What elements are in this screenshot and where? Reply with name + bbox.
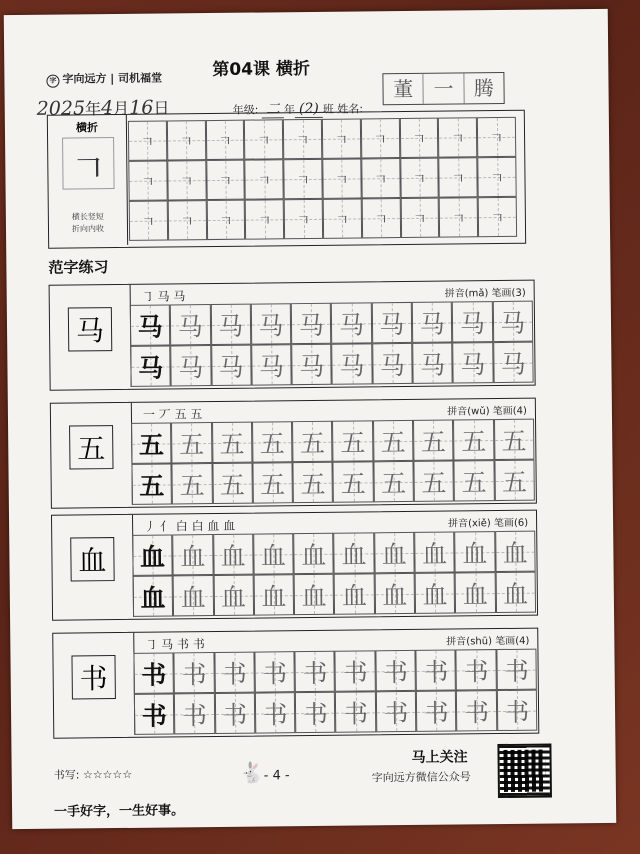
practice-cell[interactable] — [210, 304, 251, 345]
stroke-trace: 𠃍 — [257, 173, 271, 190]
practice-char: 书 — [141, 701, 167, 731]
practice-cell[interactable] — [213, 575, 254, 616]
practice-char: 书 — [222, 700, 248, 730]
practice-char: 血 — [382, 580, 408, 610]
pinyin: 拼音(wǔ) — [447, 406, 490, 418]
stroke-tips — [49, 211, 127, 236]
qr-code-icon[interactable] — [497, 743, 552, 798]
practice-cell[interactable] — [174, 652, 215, 693]
practice-char: 马 — [178, 352, 204, 382]
stroke-cell[interactable] — [322, 158, 361, 198]
practice-cell[interactable] — [415, 572, 456, 613]
practice-cell[interactable] — [131, 422, 172, 463]
practice-char: 书 — [423, 698, 449, 728]
practice-cell[interactable] — [173, 575, 214, 616]
practice-cell[interactable] — [332, 343, 373, 384]
stroke-cell[interactable] — [478, 197, 517, 237]
stroke-trace: 𠃍 — [257, 133, 271, 150]
stroke-trace: 𠃍 — [452, 211, 466, 227]
practice-char: 书 — [302, 658, 328, 688]
stroke-cell[interactable] — [205, 120, 244, 160]
stroke-cell[interactable] — [245, 159, 284, 199]
stroke-cell[interactable] — [399, 118, 438, 158]
practice-char: 五 — [219, 429, 245, 459]
brand — [46, 70, 162, 88]
practice-char: 五 — [421, 468, 447, 498]
practice-cell[interactable] — [174, 693, 215, 734]
grade-value[interactable]: 二 — [262, 101, 284, 118]
practice-char: 血 — [341, 580, 368, 611]
follow-label: 马上关注 — [411, 749, 468, 766]
class-label: 班 姓名: — [322, 102, 364, 116]
char-block — [51, 510, 538, 621]
practice-char: 五 — [219, 470, 246, 500]
stroke-cell[interactable] — [245, 199, 284, 239]
practice-cell[interactable] — [293, 533, 334, 574]
practice-cell[interactable] — [251, 303, 292, 344]
practice-cell[interactable] — [172, 534, 213, 575]
stroke-cell[interactable] — [438, 117, 477, 157]
practice-char: 马 — [500, 308, 526, 338]
practice-grid[interactable] — [130, 301, 534, 387]
brand-text: 字向远方 | 司机福堂 — [62, 71, 163, 86]
practice-char: 马 — [137, 312, 163, 342]
practice-cell[interactable] — [453, 342, 494, 383]
practice-char: 马 — [379, 309, 405, 339]
practice-cell[interactable] — [456, 649, 497, 690]
stroke-trace: 𠃍 — [296, 173, 310, 189]
date-d-label: 日 — [153, 98, 170, 118]
practice-char: 马 — [500, 349, 526, 379]
practice-cell[interactable] — [255, 692, 296, 733]
stroke-trace: 𠃍 — [296, 133, 310, 149]
stroke-cell[interactable] — [167, 120, 206, 160]
practice-cell[interactable] — [131, 463, 172, 504]
stroke-cell[interactable] — [168, 200, 207, 240]
date-month: 4 — [100, 97, 114, 120]
practice-char: 马 — [258, 351, 285, 382]
practice-char: 马 — [137, 353, 164, 383]
practice-grid[interactable] — [133, 649, 537, 735]
stroke-order: ㇆ 马 书 书 — [145, 637, 205, 652]
practice-cell[interactable] — [252, 462, 293, 503]
practice-cell[interactable] — [414, 531, 455, 572]
practice-char: 书 — [221, 659, 248, 689]
practice-char: 书 — [383, 698, 409, 728]
worksheet — [4, 9, 616, 829]
name-char: 董 — [383, 74, 424, 104]
practice-char: 血 — [139, 542, 166, 572]
stroke-trace: 𠃍 — [413, 212, 427, 228]
brand-mark: 字 — [46, 75, 59, 88]
practice-char: 书 — [463, 697, 490, 727]
stroke-order: 一 丆 五 五 — [142, 407, 203, 422]
stroke-trace: 𠃍 — [141, 215, 155, 231]
stroke-trace: 𠃍 — [374, 172, 388, 188]
practice-char: 血 — [260, 540, 287, 571]
practice-cell[interactable] — [454, 460, 495, 501]
practice-cell[interactable] — [416, 690, 457, 731]
practice-char: 书 — [423, 657, 449, 687]
practice-char: 血 — [301, 581, 327, 611]
stroke-cell[interactable] — [322, 118, 361, 158]
practice-char: 马 — [419, 309, 445, 339]
practice-char: 五 — [380, 427, 406, 457]
practice-cell[interactable] — [130, 345, 171, 386]
char-panel — [51, 403, 133, 506]
practice-cell[interactable] — [172, 463, 213, 504]
practice-char: 书 — [302, 699, 329, 729]
practice-char: 书 — [262, 658, 288, 689]
stroke-trace: 𠃍 — [258, 213, 272, 230]
rabbit-icon: 🐇 — [239, 760, 265, 785]
practice-cell[interactable] — [214, 693, 255, 734]
practice-char: 血 — [502, 538, 528, 568]
practice-char: 血 — [220, 582, 247, 612]
practice-char: 血 — [462, 579, 489, 609]
char-block — [49, 280, 536, 391]
model-char: 五 — [69, 425, 113, 469]
practice-cell[interactable] — [334, 532, 375, 573]
practice-cell[interactable] — [373, 420, 414, 461]
stroke-cell[interactable] — [244, 119, 283, 159]
practice-char: 血 — [341, 539, 367, 570]
stroke-trace: 𠃍 — [335, 173, 349, 189]
practice-char: 血 — [180, 582, 206, 612]
stroke-trace: 𠃍 — [334, 133, 349, 149]
stroke-cell[interactable] — [283, 119, 322, 159]
stroke-cell[interactable] — [206, 160, 245, 200]
practice-char: 五 — [179, 429, 205, 459]
practice-char: 五 — [179, 470, 205, 500]
practice-cell[interactable] — [494, 460, 535, 501]
practice-cell[interactable] — [455, 531, 496, 572]
stroke-trace: 𠃍 — [335, 213, 349, 229]
practice-cell[interactable] — [495, 572, 536, 613]
pinyin: 拼音(mǎ) — [444, 288, 489, 300]
stroke-cell[interactable] — [206, 200, 245, 240]
practice-char: 五 — [299, 428, 326, 458]
name-field[interactable] — [382, 72, 504, 105]
stroke-trace: 𠃍 — [373, 132, 387, 148]
practice-cell[interactable] — [171, 345, 212, 386]
stroke-trace: 𠃍 — [296, 213, 311, 229]
stroke-practice-grid[interactable] — [128, 117, 517, 241]
name-char: 腾 — [473, 76, 494, 101]
practice-char: 血 — [220, 541, 246, 571]
stroke-cell[interactable] — [439, 157, 478, 197]
practice-char: 五 — [340, 468, 366, 499]
practice-cell[interactable] — [213, 534, 254, 575]
stroke-cell[interactable] — [400, 158, 439, 198]
practice-cell[interactable] — [331, 302, 372, 343]
practice-char: 书 — [463, 656, 489, 686]
stroke-reference — [48, 115, 128, 246]
char-panel — [53, 633, 135, 736]
stroke-order: 丿 亻 白 白 血 血 — [144, 518, 236, 534]
stroke-cell[interactable] — [361, 198, 400, 238]
practice-char: 书 — [262, 699, 288, 730]
practice-char: 五 — [501, 467, 528, 497]
name-char: 一 — [424, 73, 465, 103]
model-char: 书 — [71, 655, 115, 699]
stroke-sample-box — [62, 137, 115, 190]
page-number: - 4 - — [263, 768, 290, 784]
practice-char: 五 — [340, 427, 366, 458]
practice-cell[interactable] — [294, 574, 335, 615]
practice-char: 书 — [181, 659, 207, 689]
practice-cell[interactable] — [492, 301, 533, 342]
practice-char: 五 — [259, 428, 285, 459]
stroke-cell[interactable] — [361, 118, 400, 158]
practice-char: 书 — [503, 656, 530, 686]
pinyin: 拼音(xiě) — [448, 518, 491, 530]
practice-cell[interactable] — [133, 652, 174, 693]
practice-cell[interactable] — [495, 531, 536, 572]
practice-char: 马 — [420, 350, 446, 380]
practice-cell[interactable] — [413, 419, 454, 460]
practice-cell[interactable] — [414, 460, 455, 501]
stroke-cell[interactable] — [439, 197, 478, 237]
account-label: 字向远方微信公众号 — [371, 770, 471, 785]
stroke-cell[interactable] — [283, 159, 322, 199]
practice-char: 五 — [461, 426, 487, 456]
stroke-title: 横折 — [75, 121, 99, 135]
stroke-count: 笔画(6) — [493, 517, 529, 530]
class-value[interactable]: (2) — [295, 101, 323, 118]
practice-char: 书 — [342, 657, 368, 688]
practice-char: 五 — [461, 467, 487, 497]
stroke-trace: 𠃍 — [412, 172, 427, 188]
tip-2: 折向内收 — [71, 224, 105, 234]
stroke-cell[interactable] — [128, 160, 167, 200]
lesson-title: 第04课 横折 — [212, 58, 311, 81]
stroke-cell[interactable] — [361, 158, 400, 198]
char-block — [52, 628, 539, 739]
practice-cell[interactable] — [412, 302, 453, 343]
practice-cell[interactable] — [254, 574, 295, 615]
practice-char: 血 — [421, 539, 448, 569]
practice-char: 血 — [381, 539, 408, 569]
stroke-trace: 𠃍 — [490, 171, 504, 187]
practice-char: 五 — [300, 469, 326, 499]
practice-char: 血 — [140, 583, 166, 613]
practice-cell[interactable] — [130, 304, 171, 345]
slogan: 一手好字，一生好事。 — [54, 803, 185, 820]
stroke-cell[interactable] — [284, 199, 323, 239]
stroke-trace: 𠃍 — [218, 134, 232, 150]
practice-cell[interactable] — [493, 342, 534, 383]
practice-cell[interactable] — [374, 532, 415, 573]
practice-char: 血 — [261, 581, 287, 612]
tip-1: 横长竖短 — [71, 212, 104, 222]
practice-char: 血 — [462, 538, 488, 568]
grade-label: 年级: — [232, 103, 259, 117]
practice-cell[interactable] — [252, 421, 293, 462]
practice-cell[interactable] — [214, 652, 255, 693]
stroke-lesson — [47, 110, 526, 249]
practice-cell[interactable] — [134, 693, 175, 734]
practice-char: 马 — [460, 349, 486, 379]
practice-char: 书 — [181, 700, 208, 730]
practice-cell[interactable] — [452, 301, 493, 342]
practice-cell[interactable] — [334, 573, 375, 614]
practice-cell[interactable] — [333, 420, 374, 461]
practice-cell[interactable] — [295, 651, 336, 692]
practice-char: 五 — [380, 468, 407, 498]
practice-char: 血 — [180, 541, 206, 571]
practice-char: 马 — [339, 350, 365, 381]
practice-char: 书 — [504, 697, 530, 727]
practice-cell[interactable] — [335, 691, 376, 732]
practice-char: 五 — [420, 427, 447, 457]
practice-cell[interactable] — [494, 419, 535, 460]
practice-cell[interactable] — [372, 343, 413, 384]
practice-char: 五 — [138, 430, 165, 460]
practice-cell[interactable] — [456, 690, 497, 731]
practice-char: 马 — [218, 311, 244, 341]
stroke-trace: 𠃍 — [490, 211, 505, 227]
stroke-trace: 𠃍 — [374, 212, 388, 228]
practice-cell[interactable] — [211, 345, 252, 386]
practice-cell[interactable] — [497, 690, 538, 731]
practice-char: 马 — [218, 352, 244, 382]
stroke-cell[interactable] — [477, 157, 516, 197]
practice-char: 马 — [298, 310, 325, 340]
practice-char: 书 — [141, 660, 167, 690]
stroke-cell[interactable] — [128, 120, 167, 160]
stroke-trace: 𠃍 — [412, 132, 426, 148]
practice-char: 马 — [459, 308, 486, 338]
date-y-label: 年 — [84, 99, 102, 119]
practice-cell[interactable] — [412, 343, 453, 384]
stroke-cell[interactable] — [323, 198, 362, 238]
stroke-trace: 𠃍 — [180, 214, 194, 230]
stroke-trace: 𠃍 — [218, 174, 233, 190]
practice-cell[interactable] — [293, 462, 334, 503]
practice-cell[interactable] — [372, 302, 413, 343]
practice-cell[interactable] — [253, 533, 294, 574]
pinyin: 拼音(shū) — [446, 636, 493, 648]
practice-grid[interactable] — [131, 419, 535, 505]
stroke-trace: 𠃍 — [490, 131, 504, 147]
stroke-order: ㇆ 马 马 — [141, 289, 186, 304]
practice-grid[interactable] — [132, 531, 536, 617]
practice-char: 血 — [503, 579, 529, 609]
practice-cell[interactable] — [170, 304, 211, 345]
model-char: 马 — [68, 307, 112, 351]
char-panel — [50, 285, 132, 388]
rating: 书写: ☆☆☆☆☆ — [53, 767, 133, 782]
practice-char: 马 — [379, 350, 406, 380]
char-meta — [445, 284, 526, 300]
practice-cell[interactable] — [376, 691, 417, 732]
practice-cell[interactable] — [254, 651, 295, 692]
practice-cell[interactable] — [251, 344, 292, 385]
practice-char: 五 — [501, 426, 527, 456]
practice-cell[interactable] — [333, 461, 374, 502]
practice-cell[interactable] — [291, 303, 332, 344]
practice-char: 五 — [139, 471, 165, 501]
practice-char: 血 — [301, 540, 327, 570]
stroke-trace: 𠃍 — [179, 134, 193, 150]
practice-cell[interactable] — [496, 649, 537, 690]
stroke-trace: 𠃍 — [219, 214, 233, 230]
practice-char: 五 — [260, 469, 286, 500]
practice-char: 血 — [422, 580, 448, 610]
practice-cell[interactable] — [375, 650, 416, 691]
practice-char: 马 — [338, 309, 365, 340]
practice-char: 马 — [258, 310, 284, 341]
date-m-label: 月 — [113, 98, 130, 119]
practice-cell[interactable] — [374, 573, 415, 614]
stroke-cell[interactable] — [167, 160, 206, 200]
section-title: 范字练习 — [48, 258, 109, 277]
stroke-count: 笔画(4) — [492, 405, 527, 418]
practice-cell[interactable] — [416, 649, 457, 690]
practice-cell[interactable] — [453, 419, 494, 460]
stroke-trace: 𠃍 — [141, 175, 155, 191]
stroke-trace: 𠃍 — [180, 174, 194, 190]
char-panel — [52, 515, 134, 618]
grade-suffix: 年 — [283, 103, 296, 117]
practice-char: 书 — [343, 698, 369, 729]
practice-cell[interactable] — [373, 461, 414, 502]
stroke-trace: 𠃍 — [451, 131, 465, 148]
practice-cell[interactable] — [133, 575, 174, 616]
practice-cell[interactable] — [335, 650, 376, 691]
practice-char: 马 — [299, 351, 325, 381]
char-meta — [447, 402, 527, 418]
char-block — [50, 398, 537, 509]
practice-char: 马 — [177, 311, 204, 341]
char-meta — [448, 514, 528, 530]
stroke-trace: 𠃍 — [451, 171, 465, 188]
practice-cell[interactable] — [212, 422, 253, 463]
stroke-cell[interactable] — [129, 200, 168, 240]
stroke-count: 笔画(3) — [491, 287, 526, 300]
stroke-cell[interactable] — [400, 198, 439, 238]
practice-cell[interactable] — [295, 692, 336, 733]
stroke-count: 笔画(4) — [495, 635, 530, 648]
practice-cell[interactable] — [292, 421, 333, 462]
stroke-trace: 𠃍 — [140, 135, 155, 151]
model-char: 血 — [70, 537, 114, 581]
practice-char: 书 — [382, 657, 409, 687]
stroke-cell[interactable] — [477, 117, 516, 157]
practice-cell[interactable] — [132, 534, 173, 575]
practice-cell[interactable] — [171, 422, 212, 463]
practice-cell[interactable] — [455, 572, 496, 613]
practice-cell[interactable] — [291, 344, 332, 385]
char-meta — [446, 632, 529, 648]
stroke-sample: 𠃍 — [71, 150, 106, 191]
date-year: 2025 — [36, 97, 86, 120]
date-day: 16 — [129, 96, 154, 119]
practice-cell[interactable] — [212, 463, 253, 504]
